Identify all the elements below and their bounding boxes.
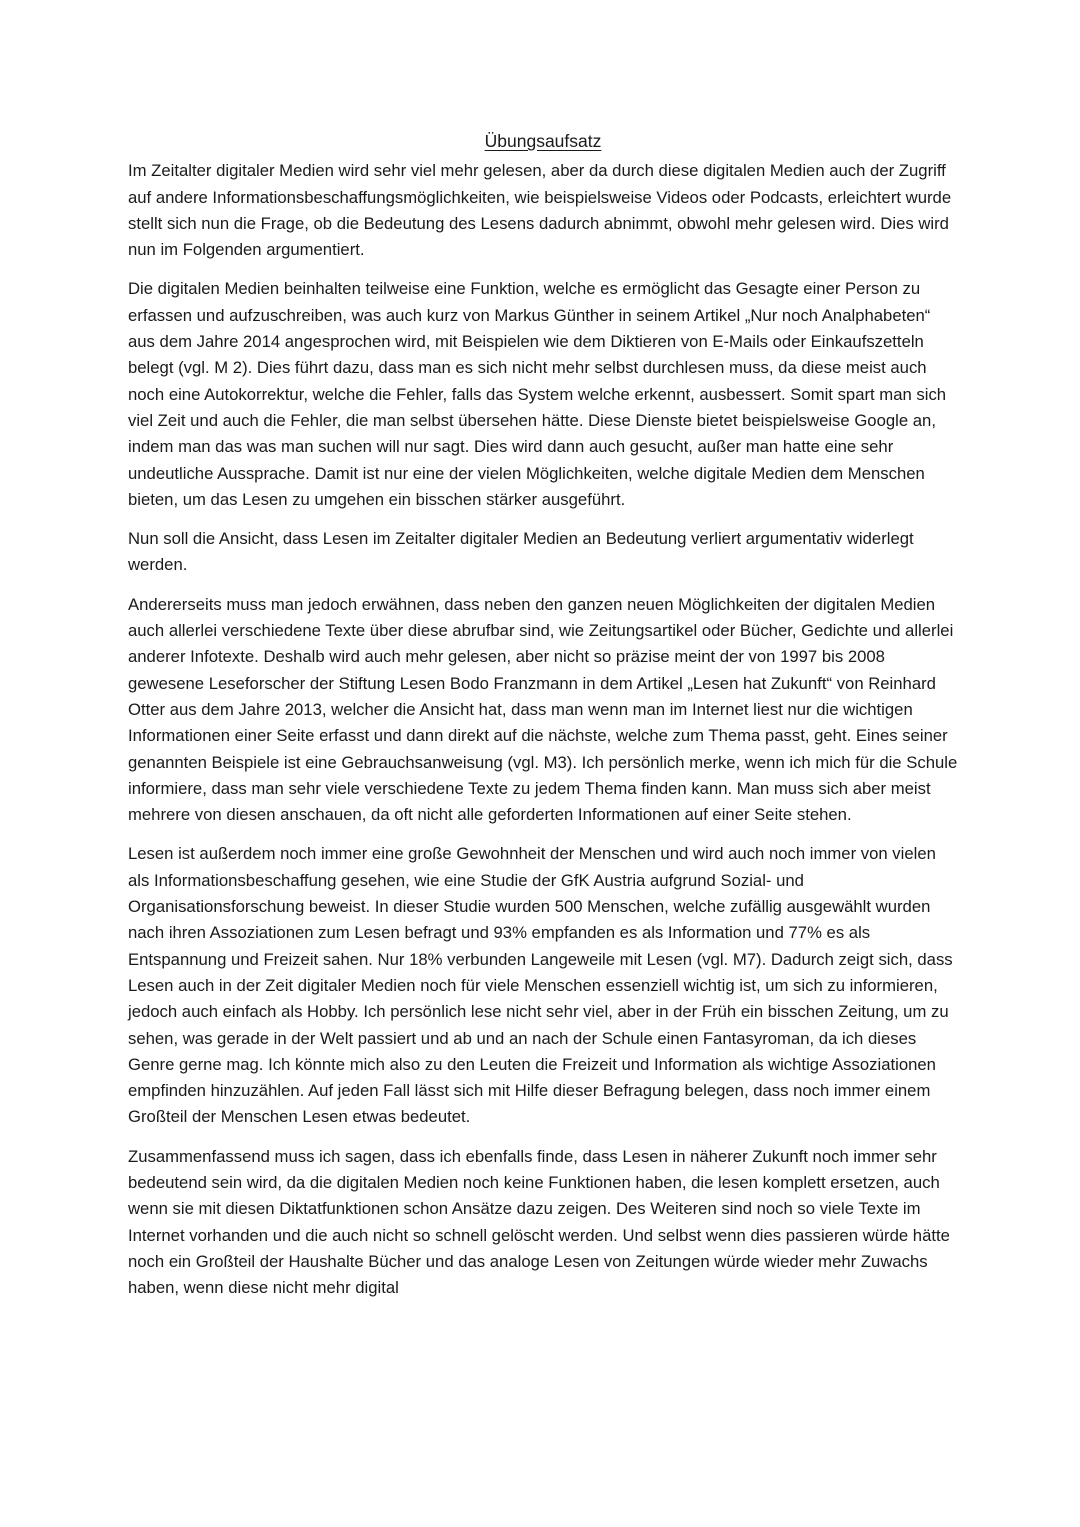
paragraph-thesis: Nun soll die Ansicht, dass Lesen im Zeitalter digitaler Medien an Bedeutung verliert argumentativ widerlegt werden. bbox=[128, 529, 914, 575]
paragraph-digital-functions: Die digitalen Medien beinhalten teilweise eine Funktion, welche es ermöglicht das Gesagte einer Person zu erfassen und aufzuschreiben, was auch kurz von Markus Günther in seinem Artikel „Nur noch Analphabeten“ aus dem Jahre 2014 angesprochen wird, mit Beispielen wie dem Diktieren von E-Mails oder Einkaufszetteln belegt (vgl. M 2). Dies führt dazu, dass man es sich nicht mehr selbst durchlesen muss, da diese meist auch noch eine Autokorrektur, welche die Fehler, falls das System welche erkennt, ausbessert. Somit spart man sich viel Zeit und auch die Fehler, die man selbst übersehen hätte. Diese Dienste bietet beispielsweise Google an, indem man das was man suchen will nur sagt. Dies wird dann auch gesucht, außer man hatte eine sehr undeutliche Aussprache. Damit ist nur eine der vielen Möglichkeiten, welche digitale Medien dem Menschen bieten, um das Lesen zu umgehen ein bisschen stärker ausgeführt. bbox=[128, 279, 947, 509]
document-body bbox=[128, 128, 958, 1314]
paragraph-introduction: Im Zeitalter digitaler Medien wird sehr viel mehr gelesen, aber da durch diese digitalen Medien auch der Zugriff auf andere Informationsbeschaffungsmöglichkeiten, wie beispielsweise Videos oder Podcasts, erleichtert wurde stellt sich nun die Frage, ob die Bedeutung des Lesens dadurch abnimmt, obwohl mehr gelesen wird. Dies wird nun im Folgenden argumentiert. bbox=[128, 161, 952, 260]
document-title: Übungsaufsatz bbox=[484, 131, 602, 151]
paragraph-study: Lesen ist außerdem noch immer eine große Gewohnheit der Menschen und wird auch noch immer von vielen als Informationsbeschaffung gesehen, wie eine Studie der GfK Austria aufgrund Sozial- und Organisationsforschung beweist. In dieser Studie wurden 500 Menschen, welche zufällig ausgewählt wurden nach ihren Assoziationen zum Lesen befragt und 93% empfanden es als Information und 77% es als Entspannung und Freizeit sahen. Nur 18% verbunden Langeweile mit Lesen (vgl. M7). Dadurch zeigt sich, dass Lesen auch in der Zeit digitaler Medien noch für viele Menschen essenziell wichtig ist, um sich zu informieren, jedoch auch einfach als Hobby. Ich persönlich lese nicht sehr viel, aber in der Früh ein bisschen Zeitung, um zu sehen, was gerade in der Welt passiert und ab und an nach der Schule einen Fantasyroman, da ich dieses Genre gerne mag. Ich könnte mich also zu den Leuten die Freizeit und Information als wichtige Assoziationen empfinden hinzuzählen. Auf jeden Fall lässt sich mit Hilfe dieser Befragung belegen, dass noch immer einem Großteil der Menschen Lesen etwas bedeutet. bbox=[128, 844, 953, 1127]
paragraph-conclusion: Zusammenfassend muss ich sagen, dass ich ebenfalls finde, dass Lesen in näherer Zukunft noch immer sehr bedeutend sein wird, da die digitalen Medien noch keine Funktionen haben, die lesen komplett ersetzen, auch wenn sie mit diesen Diktatfunktionen schon Ansätze dazu zeigen. Des Weiteren sind noch so viele Texte im Internet vorhanden und die auch nicht so schnell gelöscht werden. Und selbst wenn dies passieren würde hätte noch ein Großteil der Haushalte Bücher und das analoge Lesen von Zeitungen würde wieder mehr Zuwachs haben, wenn diese nicht mehr digital bbox=[128, 1146, 950, 1298]
paragraph-counterargument: Andererseits muss man jedoch erwähnen, dass neben den ganzen neuen Möglichkeiten der digitalen Medien auch allerlei verschiedene Texte über diese abrufbar sind, wie Zeitungsartikel oder Bücher, Gedichte und allerlei anderer Infotexte. Deshalb wird auch mehr gelesen, aber nicht so präzise meint der von 1997 bis 2008 gewesene Leseforscher der Stiftung Lesen Bodo Franzmann in dem Artikel „Lesen hat Zukunft“ von Reinhard Otter aus dem Jahre 2013, welcher die Ansicht hat, dass man wenn man im Internet liest nur die wichtigen Informationen einer Seite erfasst und dann direkt auf die nächste, welche zum Thema passt, geht. Eines seiner genannten Beispiele ist eine Gebrauchsanweisung (vgl. M3). Ich persönlich merke, wenn ich mich für die Schule informiere, dass man sehr viele verschiedene Texte zu jedem Thema finden kann. Man muss sich aber meist mehrere von diesen anschauen, da oft nicht alle geforderten Informationen auf einer Seite stehen. bbox=[128, 594, 958, 825]
